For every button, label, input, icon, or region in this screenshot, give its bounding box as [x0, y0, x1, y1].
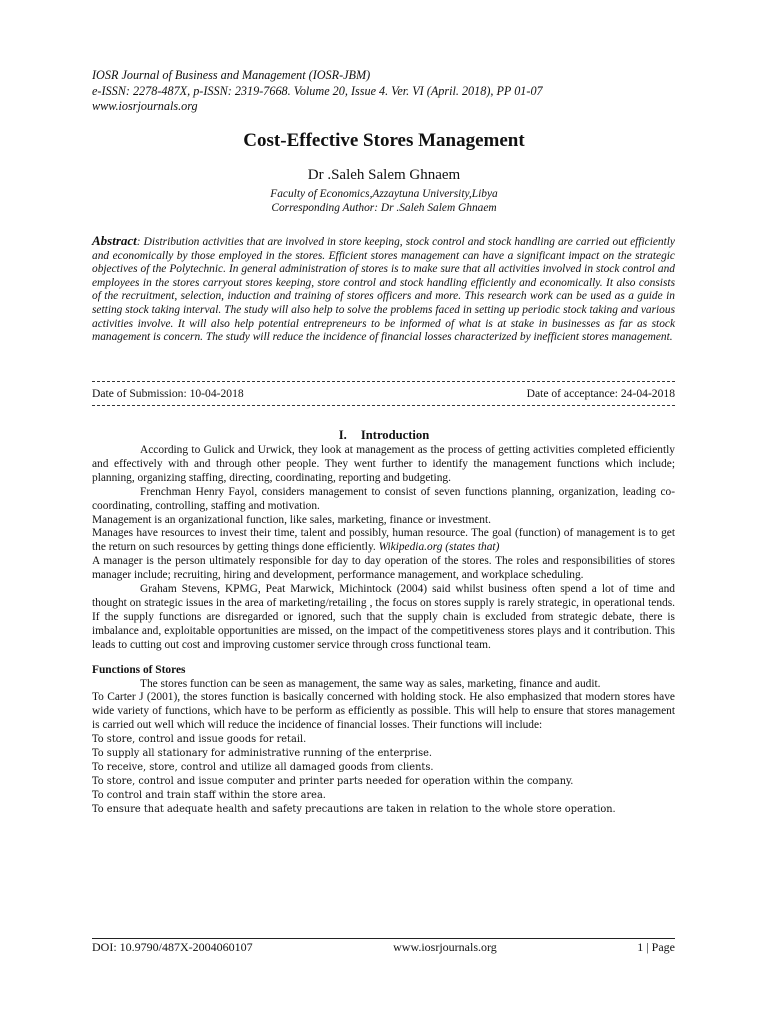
submission-date: Date of Submission: 10-04-2018: [92, 387, 244, 400]
paragraph: A manager is the person ultimately responsible for day to day operation of the stores. The roles and responsibilities of stores manager include; recruiting, hiring and development, performance management, and workplace scheduling.: [92, 555, 675, 582]
dates-row: [92, 387, 675, 400]
paragraph: [92, 527, 675, 555]
list-item-text: To store, control and issue computer and printer parts needed for operation within the company.: [92, 775, 574, 787]
paragraph: Management is an organizational function, like sales, marketing, finance or investment.: [92, 513, 491, 526]
journal-issn-volume: e-ISSN: 2278-487X, p-ISSN: 2319-7668. Volume 20, Issue 4. Ver. VI (April. 2018), PP 01-07: [92, 83, 543, 98]
section-number: I.: [338, 428, 347, 442]
section-heading: [0, 428, 768, 443]
affiliation-block: [0, 187, 768, 215]
paragraph: To Carter J (2001), the stores function is basically concerned with holding stock. He also emphasized that modern stores have wide variety of functions, which have to be perform as efficiently as possible. This will help to ensure that stores management is carried out well which will reduce the incidence of financial losses. Their functions will include:: [92, 691, 675, 732]
list-item-text: To store, control and issue goods for retail.: [92, 734, 307, 746]
paragraph: The stores function can be seen as management, the same way as sales, marketing, finance and audit.: [140, 677, 601, 690]
list-item: [92, 803, 675, 817]
list-item-text: To receive, store, control and utilize all damaged goods from clients.: [92, 761, 434, 773]
list-item: [92, 789, 675, 803]
list-item: [92, 761, 675, 775]
doi: DOI: 10.9790/487X-2004060107: [92, 940, 253, 954]
divider-top: [92, 381, 675, 382]
paragraph: According to Gulick and Urwick, they look at management as the process of getting activities completed efficiently and effectively with and through other people. They went further to identify the management functions which include; planning, organizing staffing, directing, coordinating, reporting and budgeting.: [92, 444, 675, 484]
paragraph-text: Manages have resources to invest their time, talent and possibly, human resource. The goal (function) of management is to get the return on such resources by getting things done efficiently.: [92, 527, 675, 554]
abstract-label: Abstract: [92, 233, 137, 248]
journal-header: [92, 68, 543, 115]
abstract: [92, 234, 675, 345]
page-footer: [92, 940, 675, 955]
affiliation: Faculty of Economics,Azzaytuna University,Libya: [270, 188, 498, 200]
list-item-text: To ensure that adequate health and safety precautions are taken in relation to the whole store operation.: [92, 803, 616, 815]
spacer: [92, 653, 675, 664]
section-title: Introduction: [360, 428, 430, 442]
paragraph: Graham Stevens, KPMG, Peat Marwick, Michintock (2004) said whilst business often spend a lot of time and thought on strategic issues in the area of marketing/retailing , the focus on stores supply is rarely strategic, in operational tends. If the supply functions are disregarded or ignored, such that the supply chain is excluded from strategic debate, there is imbalance and, exploitable opportunities are missed, on the impact of the competitiveness stores plays and it contribution. This leads to cutting out cost and improving customer service through cross functional team.: [92, 583, 675, 651]
body-text: [92, 444, 675, 817]
list-item-text: To supply all stationary for administrative running of the enterprise.: [92, 748, 433, 760]
journal-name: IOSR Journal of Business and Management (IOSR-JBM): [92, 68, 371, 82]
divider-bottom: [92, 405, 675, 406]
corresponding-author: Corresponding Author: Dr .Saleh Salem Ghnaem: [271, 202, 497, 214]
subsection-heading: Functions of Stores: [92, 663, 186, 676]
functions-list: [92, 733, 675, 816]
footer-rule: [92, 938, 675, 939]
list-item: [92, 747, 675, 761]
journal-website: www.iosrjournals.org: [92, 99, 198, 113]
citation: Wikipedia.org (states that): [378, 541, 500, 554]
list-item: [92, 733, 675, 747]
paragraph: Frenchman Henry Fayol, considers management to consist of seven functions planning, organization, leading co-coordinating, controlling, staffing and motivation.: [92, 485, 675, 512]
page-number: 1 | Page: [637, 940, 675, 954]
footer-website: www.iosrjournals.org: [393, 940, 497, 954]
abstract-text: : Distribution activities that are involved in store keeping, stock control and stock handling are carried out efficiently and economically by those employed in the stores. Efficient stores management can have a significant impact on the strategic objectives of the Polytechnic. In general administration of stores is to make sure that all activities involved in stock control and employees in the stores carryout stores keeping, store control and stock handling efficiently and economically. It also consists of the recruitment, selection, induction and training of stores officers and more. This research work can be used as a guide in setting stock taking interval. The study will also help to solve the problems faced in setting up periodic stock taking and various activities involve. It will also help potential entrepreneurs to be informed of what is at stake in businesses as far as stock management is concern. The study will reduce the incidence of financial losses characterized by inefficient stores management.: [92, 236, 675, 344]
list-item-text: To control and train staff within the store area.: [92, 789, 326, 801]
list-item: [92, 775, 675, 789]
acceptance-date: Date of acceptance: 24-04-2018: [526, 387, 675, 400]
paper-title: Cost-Effective Stores Management: [243, 130, 525, 151]
author-name: Dr .Saleh Salem Ghnaem: [307, 167, 461, 183]
